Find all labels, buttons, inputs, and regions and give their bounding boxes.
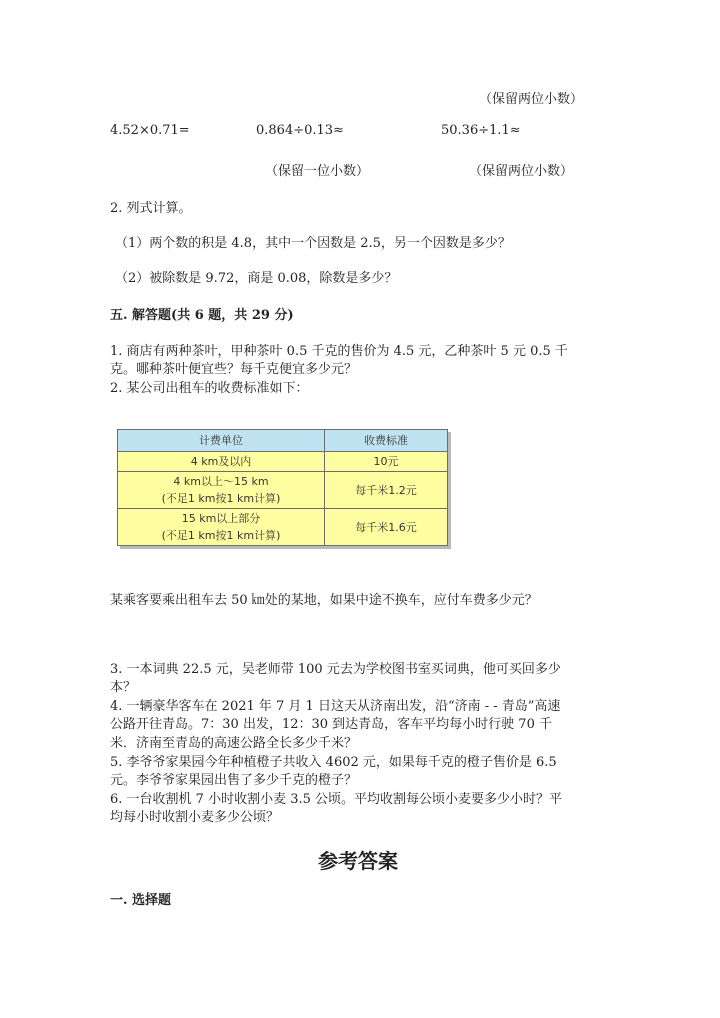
taxi-fee-table bbox=[117, 429, 448, 546]
table-row bbox=[118, 452, 448, 472]
table-header-row bbox=[118, 430, 448, 452]
table-cell-fee: 每千米1.6元 bbox=[325, 509, 448, 546]
problem-5-line-1: 5. 李爷爷家果园今年种植橙子共收入 4602 元，如果每千克的橙子售价是 6.5 bbox=[110, 755, 557, 770]
problem-1-line-1: 1. 商店有两种茶叶，甲种茶叶 0.5 千克的售价为 4.5 元，乙种茶叶 5 元 0.5 千 bbox=[110, 344, 568, 359]
problem-3-line-2: 本？ bbox=[110, 680, 137, 695]
table-cell-fee: 每千米1.2元 bbox=[325, 472, 448, 509]
calc-expression-3: 50.36÷1.1≈ bbox=[441, 123, 521, 138]
lieshi-heading: 2. 列式计算。 bbox=[110, 201, 192, 216]
table-cell-unit: 4 km及以内 bbox=[118, 452, 325, 472]
table-header-unit: 计费单位 bbox=[118, 430, 325, 452]
problem-4-line-3: 米．济南至青岛的高速公路全长多少千米？ bbox=[110, 736, 358, 751]
problem-2-question: 某乘客要乘出租车去 50 ㎞处的某地，如果中途不换车，应付车费多少元？ bbox=[110, 593, 538, 608]
note-keep-two-decimals: （保留两位小数） bbox=[469, 164, 574, 179]
table-header-fee: 收费标准 bbox=[325, 430, 448, 452]
lieshi-question-1: （1）两个数的积是 4.8，其中一个因数是 2.5，另一个因数是多少？ bbox=[115, 236, 511, 251]
problem-4-line-2: 公路开往青岛。7：30 出发，12：30 到达青岛，客车平均每小时行驶 70 千 bbox=[110, 717, 552, 732]
problem-1-line-2: 克。哪种茶叶便宜些？每千克便宜多少元？ bbox=[110, 362, 358, 377]
table-row bbox=[118, 472, 448, 509]
table-cell-fee: 10元 bbox=[325, 452, 448, 472]
note-keep-two-decimals-top: （保留两位小数） bbox=[479, 92, 584, 107]
calc-expression-1: 4.52×0.71= bbox=[110, 123, 190, 138]
table-cell-unit: 15 km以上部分 (不足1 km按1 km计算) bbox=[118, 509, 325, 546]
problem-4-line-1: 4. 一辆豪华客车在 2021 年 7 月 1 日这天从济南出发，沿“济南 - - 青岛”高速 bbox=[110, 699, 561, 714]
table-row bbox=[118, 509, 448, 546]
table-cell-unit: 4 km以上～15 km (不足1 km按1 km计算) bbox=[118, 472, 325, 509]
answers-section-1-heading: 一. 选择题 bbox=[110, 893, 172, 908]
lieshi-question-2: （2）被除数是 9.72，商是 0.08，除数是多少？ bbox=[115, 271, 398, 286]
calc-expression-2: 0.864÷0.13≈ bbox=[256, 123, 344, 138]
problem-6-line-1: 6. 一台收割机 7 小时收割小麦 3.5 公顷。平均收割每公顷小麦要多少小时？平 bbox=[110, 792, 563, 807]
problem-5-line-2: 元。李爷爷家果园出售了多少千克的橙子？ bbox=[110, 773, 358, 788]
section-5-heading: 五. 解答题(共 6 题，共 29 分) bbox=[110, 308, 294, 323]
problem-3-line-1: 3. 一本词典 22.5 元，吴老师带 100 元去为学校图书室买词典，他可买回多少 bbox=[110, 662, 561, 677]
answers-title: 参考答案 bbox=[318, 849, 398, 873]
problem-6-line-2: 均每小时收割小麦多少公顷？ bbox=[110, 810, 280, 825]
problem-2-intro: 2. 某公司出租车的收费标准如下： bbox=[110, 381, 309, 396]
note-keep-one-decimal: （保留一位小数） bbox=[265, 164, 370, 179]
